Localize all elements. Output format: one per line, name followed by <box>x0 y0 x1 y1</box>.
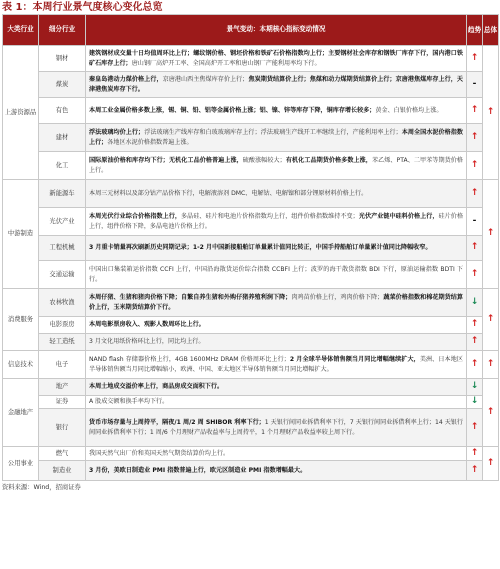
highlight-text: 3 月重卡销量再次刷新历史同期记录；1-2 月中国新接船舶订单量累计值同比转正，中国手持船舶订单量累计值同比降幅收窄。 <box>89 244 432 252</box>
trend-up-arrow-icon: ↑ <box>467 409 483 447</box>
table-row <box>3 152 499 180</box>
highlight-text: 焦炭期货结算价上行；焦煤和动力煤期货结算价上行；京唐港焦煤库存上行，天津港焦炭库存下行。 <box>89 76 464 93</box>
category-cell: 上游资源品 <box>3 46 39 180</box>
highlight-text: 建筑钢材成交量十日均值周环比上行；螺纹钢价格、钢坯价格和铁矿石价格指数均上行；主要钢材社会库存和钢铁厂库存下行，国内港口铁矿石库存上行； <box>89 50 463 67</box>
highlight-text: 本周土地成交溢价率上行，商品房成交面积下行。 <box>89 383 224 391</box>
highlight-text: 本周光伏行业综合价格指数上行， <box>89 213 181 221</box>
table-row <box>3 396 499 409</box>
header-category: 大类行业 <box>3 15 39 46</box>
plain-text: 3 月文化用纸价格环比上行，同比均上行。 <box>89 338 205 346</box>
trend-up-arrow-icon: ↑ <box>467 98 483 124</box>
change-description-cell <box>86 208 467 236</box>
plain-text: 黄金、白银价格均上涨。 <box>375 106 443 114</box>
industry-cell: 轻工造纸 <box>39 334 86 351</box>
plain-text: 苯乙烯、PTA、二甲苯等期货价格上行。 <box>89 157 464 174</box>
change-description-cell <box>86 46 467 72</box>
plain-text: 京唐港山西主焦煤库存价上行； <box>162 76 249 84</box>
trend-up-arrow-icon: ↑ <box>467 334 483 351</box>
change-description-cell <box>86 98 467 124</box>
highlight-text: 蔬菜价格指数和棉花期货结算价上行，玉米期货结算价下行。 <box>89 294 464 311</box>
highlight-text: 2 月全球半导体销售额当月同比增幅继续扩大， <box>289 356 420 364</box>
plain-text: 我国天然气出厂价和英国天然气期货结算价均上行。 <box>89 449 230 457</box>
plain-text: 本周三元材料以及部分钴产品价格下行，电解液溶剂 DMC、电解钴、电解镍和部分锂原材料价格上行。 <box>89 189 368 197</box>
change-description-cell <box>86 409 467 447</box>
table-row <box>3 236 499 261</box>
trend-up-arrow-icon: ↑ <box>467 261 483 289</box>
category-cell: 中游制造 <box>3 180 39 289</box>
highlight-text: 有机化工品期货价格多数上涨， <box>285 157 372 165</box>
total-up-arrow-icon: ↑ <box>483 379 499 447</box>
trend-flat-icon: - <box>467 72 483 98</box>
table-row <box>3 409 499 447</box>
change-description-cell <box>86 379 467 396</box>
highlight-text: 本周全国水泥价格指数上行； <box>89 129 464 146</box>
table-row <box>3 98 499 124</box>
highlight-text: 浮法玻璃均价上行； <box>89 129 145 137</box>
plain-text: 肉鸡苗价格上行，鸡肉价格下降； <box>291 294 384 302</box>
industry-cell: 交通运输 <box>39 261 86 289</box>
plain-text: NAND flash 存储器价格上行，4GB 1600MHz DRAM 价格周环比上行； <box>89 356 290 364</box>
industry-cell: 银行 <box>39 409 86 447</box>
trend-up-arrow-icon: ↑ <box>467 46 483 72</box>
table-row <box>3 317 499 334</box>
plain-text: 硫酸涨幅较大； <box>242 157 286 165</box>
change-description-cell <box>86 289 467 317</box>
table-header-row <box>3 15 499 46</box>
table-row <box>3 461 499 481</box>
industry-cell: 工程机械 <box>39 236 86 261</box>
trend-up-arrow-icon: ↑ <box>467 317 483 334</box>
trend-down-arrow-icon: ↓ <box>467 379 483 396</box>
plain-text: 中国出口集装箱运价指数 CCFI 上行，中国沿海散货运价综合指数 CCBFI 上行；波罗的海干散货指数 BDI 下行，原油运输指数 BDTI 下行。 <box>89 266 463 283</box>
industry-cell: 证券 <box>39 396 86 409</box>
table-title: 表 1：本周行业景气度核心变化总览 <box>2 2 163 13</box>
change-description-cell <box>86 261 467 289</box>
trend-down-arrow-icon: ↓ <box>467 396 483 409</box>
change-description-cell <box>86 317 467 334</box>
industry-cell: 新能源车 <box>39 180 86 208</box>
industry-cell: 电影票房 <box>39 317 86 334</box>
plain-text: 唐山钢厂高炉开工率、全国高炉开工率和唐山钢厂产能利用率均下行。 <box>131 59 321 67</box>
industry-cell: 光伏产业 <box>39 208 86 236</box>
change-description-cell <box>86 124 467 152</box>
header-industry: 细分行业 <box>39 15 86 46</box>
change-description-cell <box>86 351 467 379</box>
table-body <box>3 46 499 481</box>
change-description-cell <box>86 396 467 409</box>
total-up-arrow-icon: ↑ <box>483 351 499 379</box>
plain-text: A 股成交额和换手率均下行。 <box>89 398 169 406</box>
change-description-cell <box>86 180 467 208</box>
plain-text: 多晶硅、硅片和电池片价格指数均上行，组件价格指数维持不变； <box>180 213 359 221</box>
industry-cell: 农林牧渔 <box>39 289 86 317</box>
plain-text: 硅片价格上行，组件价格下降，多晶电池片价格上行。 <box>89 213 464 230</box>
highlight-text: 本周仔猪、生猪和猪肉价格下降；自繁自养生猪和外购仔猪养殖利润下降； <box>89 294 292 302</box>
industry-cell: 地产 <box>39 379 86 396</box>
category-cell: 金融地产 <box>3 379 39 447</box>
header-trend: 趋势 <box>467 15 483 46</box>
table-row <box>3 124 499 152</box>
table-row <box>3 289 499 317</box>
total-up-arrow-icon: ↑ <box>483 289 499 351</box>
industry-cell: 化工 <box>39 152 86 180</box>
change-description-cell <box>86 447 467 461</box>
industry-cell: 有色 <box>39 98 86 124</box>
industry-cell: 建材 <box>39 124 86 152</box>
trend-up-arrow-icon: ↑ <box>467 236 483 261</box>
category-cell: 公用事业 <box>3 447 39 481</box>
highlight-text: 国际原油价格和库存均下行；无机化工品价格普遍上涨， <box>89 157 243 165</box>
change-description-cell <box>86 461 467 481</box>
change-description-cell <box>86 236 467 261</box>
trend-up-arrow-icon: ↑ <box>467 461 483 481</box>
trend-up-arrow-icon: ↑ <box>467 180 483 208</box>
trend-up-arrow-icon: ↑ <box>467 152 483 180</box>
table-row <box>3 351 499 379</box>
change-description-cell <box>86 334 467 351</box>
header-change: 景气变动：本期核心指标变动情况 <box>86 15 467 46</box>
table-row <box>3 261 499 289</box>
trend-down-arrow-icon: ↓ <box>467 289 483 317</box>
industry-cell: 煤炭 <box>39 72 86 98</box>
table-row <box>3 180 499 208</box>
table-row <box>3 46 499 72</box>
trend-up-arrow-icon: ↑ <box>467 351 483 379</box>
highlight-text: 光伏产业链中硅料价格上行， <box>358 213 439 221</box>
highlight-text: 货币市场存量与上周持平，隔夜/1 周/2 周 SHIBOR 利率下行； <box>89 419 265 427</box>
highlight-text: 本周电影票房收入、观影人数周环比上行。 <box>89 321 205 329</box>
industry-cell: 燃气 <box>39 447 86 461</box>
total-up-arrow-icon: ↑ <box>483 180 499 289</box>
industry-cell: 钢材 <box>39 46 86 72</box>
industry-cell: 电子 <box>39 351 86 379</box>
highlight-text: 本周工业金属价格多数上涨，锡、铜、铅、铝等金属价格上涨；铝、镍、锌等库存下降，铜库存增长较多； <box>89 106 376 114</box>
table-row <box>3 379 499 396</box>
trend-up-arrow-icon: ↑ <box>467 447 483 461</box>
table-row <box>3 208 499 236</box>
plain-text: 浮法玻璃生产线库存和白玻玻璃库存上行；浮法玻璃生产线开工率继续上行，产能利用率上行； <box>144 129 402 137</box>
category-cell: 信息技术 <box>3 351 39 379</box>
source-note: 资料来源：Wind，招商证券 <box>2 484 81 491</box>
change-description-cell <box>86 152 467 180</box>
category-cell: 消费服务 <box>3 289 39 351</box>
trend-flat-icon: - <box>467 208 483 236</box>
change-description-cell <box>86 72 467 98</box>
table-row <box>3 72 499 98</box>
industry-table <box>2 14 499 481</box>
plain-text: 各地区水泥价格指数普遍上涨。 <box>107 138 193 146</box>
total-up-arrow-icon: ↑ <box>483 447 499 481</box>
header-total: 总体 <box>483 15 499 46</box>
industry-cell: 制造业 <box>39 461 86 481</box>
table-row <box>3 334 499 351</box>
table-row <box>3 447 499 461</box>
total-up-arrow-icon: ↑ <box>483 46 499 180</box>
plain-text: 美洲、日本地区半导体销售额当月同比增幅缩小，欧洲、中国、亚太地区半导体销售额当月同比增幅扩大。 <box>89 356 463 373</box>
trend-up-arrow-icon: ↑ <box>467 124 483 152</box>
highlight-text: 秦皇岛港动力煤价格上行， <box>89 76 163 84</box>
plain-text: 1 天银行间同业拆借利率下行，7 天银行间同业拆借利率上行；14 天银行间同业拆借利率下行；1 周/6 个月理财产品收益率与上周持平，1 个月理财产品收益率较上周下行。 <box>89 419 463 436</box>
highlight-text: 3 月份，美欧日制造业 PMI 指数普遍上行，欧元区制造业 PMI 指数增幅最大。 <box>89 466 307 474</box>
